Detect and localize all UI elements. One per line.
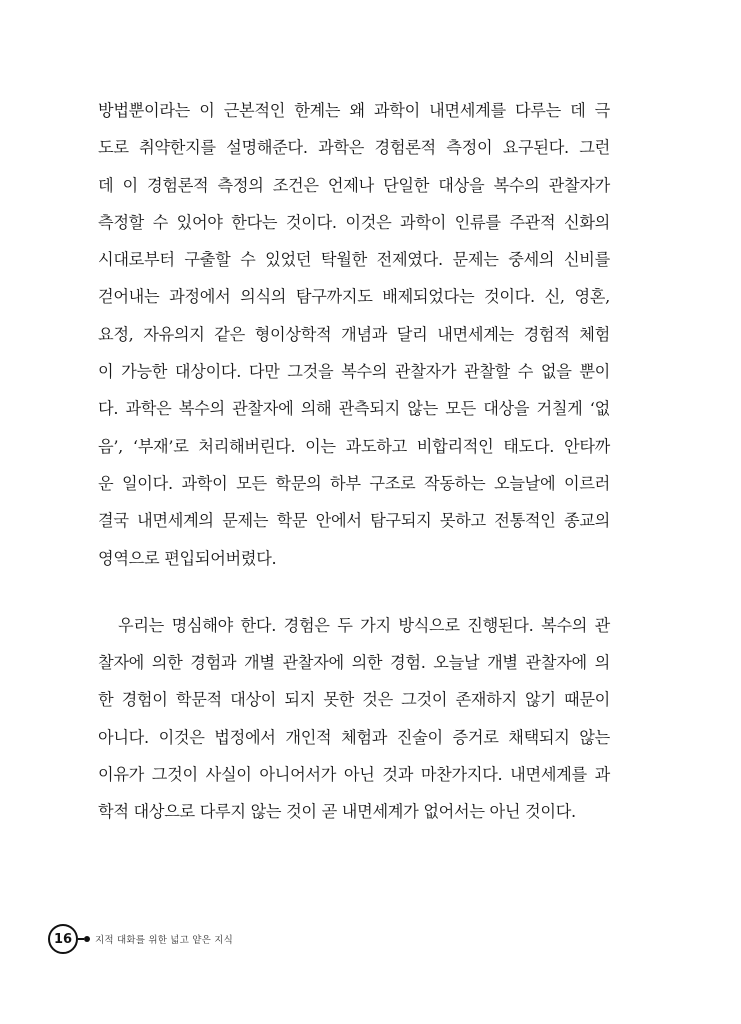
- text-line: 아니다. 이것은 법정에서 개인적 체험과 진술이 증거로 채택되지 않는: [98, 727, 610, 747]
- text-line: 걷어내는 과정에서 의식의 탐구까지도 배제되었다는 것이다. 신, 영혼,: [98, 287, 610, 307]
- text-line: 학적 대상으로 다루지 않는 것이 곧 내면세계가 없어서는 아닌 것이다.: [98, 802, 576, 822]
- text-line: 시대로부터 구출할 수 있었던 탁월한 전제였다. 문제는 중세의 신비를: [98, 250, 610, 270]
- text-line: 음’, ‘부재’로 처리해버린다. 이는 과도하고 비합리적인 태도다. 안타까: [98, 436, 610, 456]
- page-footer: [48, 924, 233, 954]
- text-line: 찰자에 의한 경험과 개별 관찰자에 의한 경험. 오늘날 개별 관찰자에 의: [98, 653, 610, 673]
- page-number: 16: [48, 924, 78, 954]
- text-line: 한 경험이 학문적 대상이 되지 못한 것은 그것이 존재하지 않기 때문이: [98, 690, 610, 710]
- text-line: 측정할 수 있어야 한다는 것이다. 이것은 과학이 인류를 주관적 신화의: [98, 212, 610, 232]
- text-line: 우리는 명심해야 한다. 경험은 두 가지 방식으로 진행된다. 복수의 관: [118, 615, 610, 635]
- text-line: 다. 과학은 복수의 관찰자에 의해 관측되지 않는 모든 대상을 거칠게 ‘없: [98, 399, 610, 419]
- paragraph-1: [98, 92, 610, 577]
- text-line: 요정, 자유의지 같은 형이상학적 개념과 달리 내면세계는 경험적 체험: [98, 324, 610, 344]
- text-line: 이 가능한 대상이다. 다만 그것을 복수의 관찰자가 관찰할 수 없을 뿐이: [98, 362, 610, 382]
- text-line: 영역으로 편입되어버렸다.: [98, 548, 277, 568]
- paragraph-spacer: [98, 577, 610, 607]
- text-line: 결국 내면세계의 문제는 학문 안에서 탐구되지 못하고 전통적인 종교의: [98, 511, 610, 531]
- paragraph-2: [98, 607, 610, 831]
- text-line: 데 이 경험론적 측정의 조건은 언제나 단일한 대상을 복수의 관찰자가: [98, 175, 610, 195]
- text-line: 방법뿐이라는 이 근본적인 한계는 왜 과학이 내면세계를 다루는 데 극: [98, 101, 610, 120]
- footer-bullet-icon: [84, 936, 90, 942]
- text-line: 이유가 그것이 사실이 아니어서가 아닌 것과 마찬가지다. 내면세계를 과: [98, 765, 610, 785]
- body-text: [98, 92, 610, 831]
- running-title: 지적 대화를 위한 넓고 얕은 지식: [95, 935, 234, 946]
- text-line: 운 일이다. 과학이 모든 학문의 하부 구조로 작동하는 오늘날에 이르러: [98, 473, 610, 493]
- text-line: 도로 취약한지를 설명해준다. 과학은 경험론적 측정이 요구된다. 그런: [98, 138, 610, 158]
